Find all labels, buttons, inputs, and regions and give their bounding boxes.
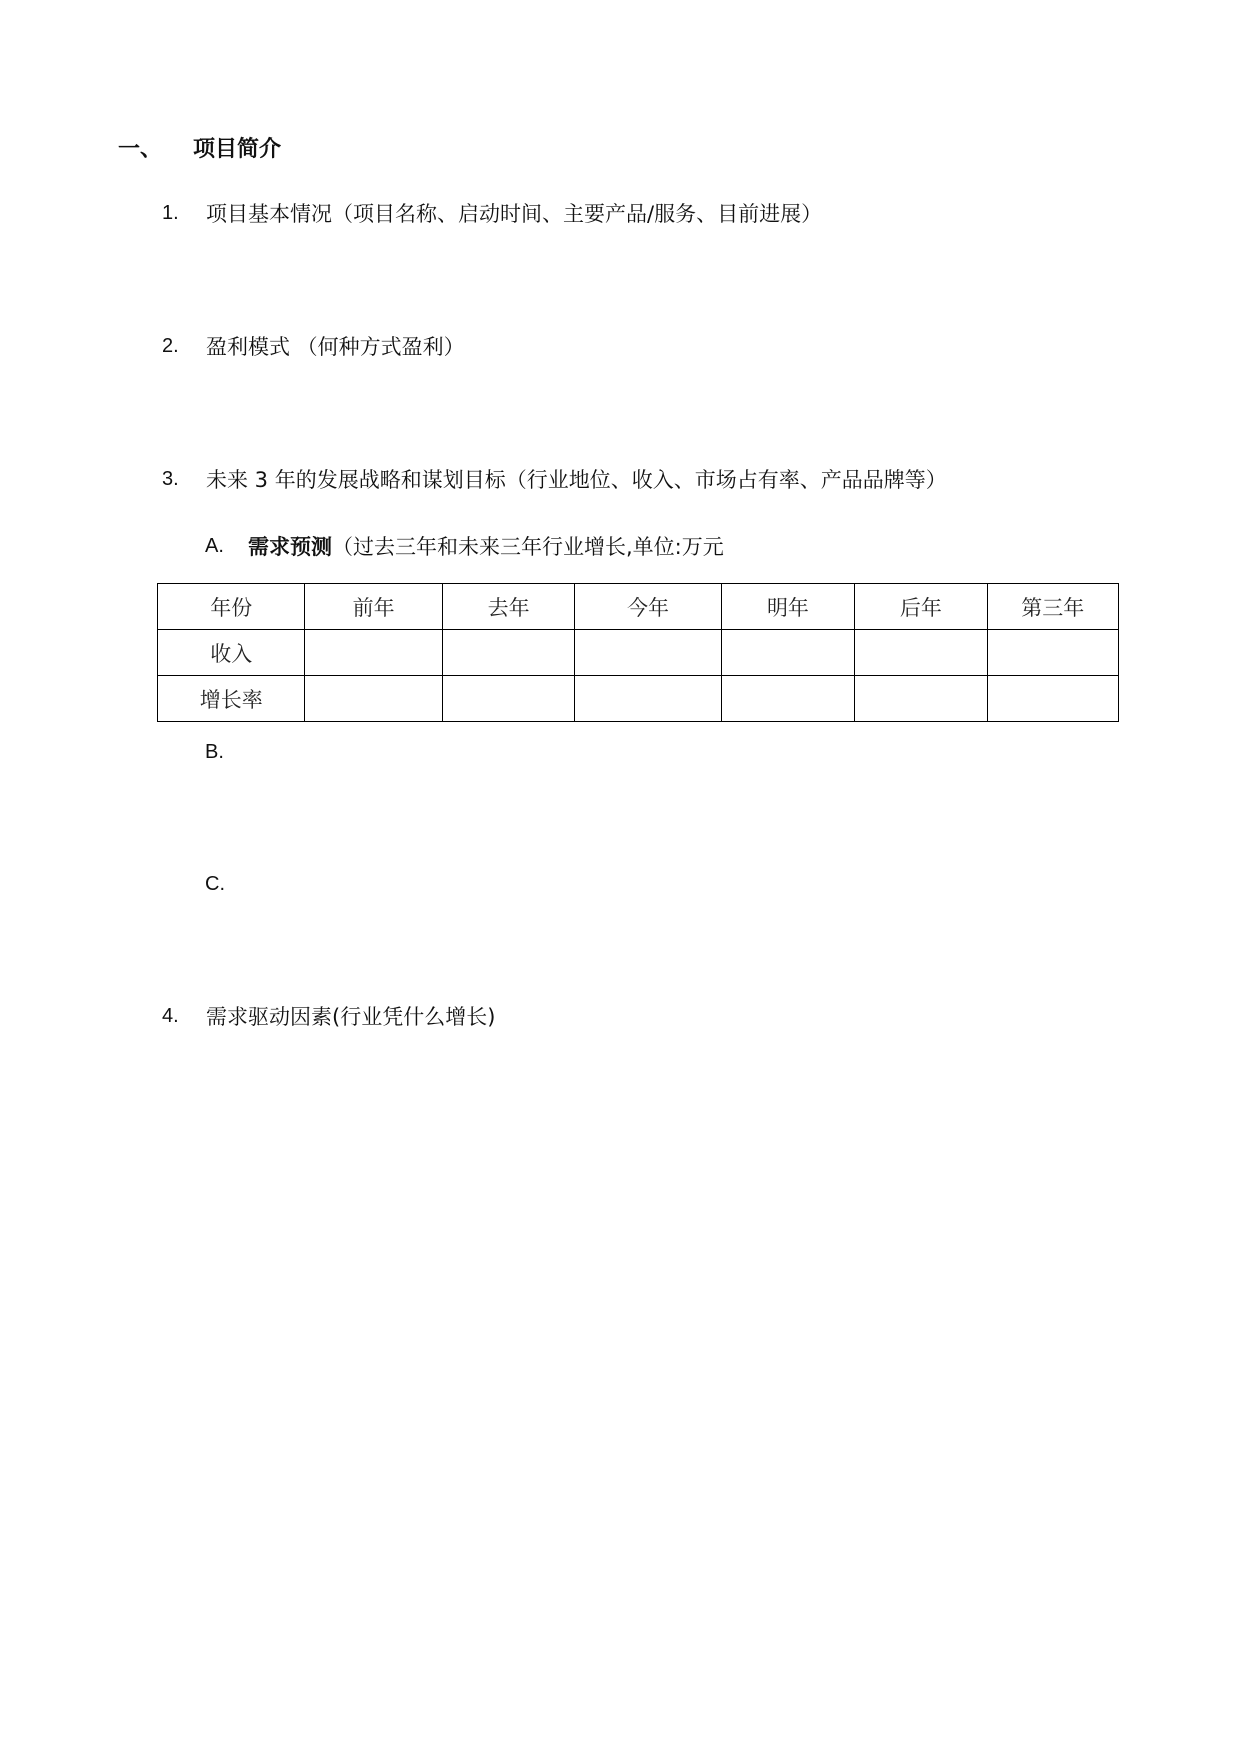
subitem-a-letter: A.: [205, 535, 224, 557]
table-header-row: [158, 584, 1119, 630]
table-cell[interactable]: [305, 630, 442, 676]
section-title: 项目简介: [193, 137, 282, 162]
table-cell[interactable]: [305, 676, 442, 722]
table-cell[interactable]: [575, 630, 721, 676]
header-cell: 前年: [305, 584, 442, 630]
item-3-text: 未来 3 年的发展战略和谋划目标（行业地位、收入、市场占有率、产品品牌等）: [206, 468, 947, 492]
subitem-c-letter: C.: [205, 873, 225, 895]
item-1-text: 项目基本情况（项目名称、启动时间、主要产品/服务、目前进展）: [206, 202, 823, 226]
header-cell-year: 年份: [158, 584, 305, 630]
table-cell[interactable]: [575, 676, 721, 722]
subitem-a-line: [248, 531, 724, 561]
table-row-revenue: [158, 630, 1119, 676]
header-cell: 明年: [721, 584, 854, 630]
table-cell[interactable]: [442, 630, 574, 676]
header-cell: 今年: [575, 584, 721, 630]
item-4-text: 需求驱动因素(行业凭什么增长): [206, 1005, 496, 1029]
table-row-growth: [158, 676, 1119, 722]
subitem-a-text: （过去三年和未来三年行业增长,单位:万元: [332, 535, 724, 559]
item-2-number: 2.: [162, 335, 179, 357]
table-cell[interactable]: [855, 630, 987, 676]
header-cell: 去年: [442, 584, 574, 630]
item-3-number: 3.: [162, 468, 179, 490]
table-cell[interactable]: [721, 676, 854, 722]
table-cell[interactable]: [855, 676, 987, 722]
item-4-number: 4.: [162, 1005, 179, 1027]
header-cell: 第三年: [987, 584, 1118, 630]
section-number: 一、: [118, 137, 163, 162]
subitem-b-letter: B.: [205, 741, 224, 763]
item-1-number: 1.: [162, 202, 179, 224]
row-label-revenue: 收入: [158, 630, 305, 676]
table-cell[interactable]: [442, 676, 574, 722]
forecast-table: [157, 583, 1119, 722]
header-cell: 后年: [855, 584, 987, 630]
row-label-growth: 增长率: [158, 676, 305, 722]
table-cell[interactable]: [987, 676, 1118, 722]
table-cell[interactable]: [987, 630, 1118, 676]
subitem-a-bold-text: 需求预测: [248, 535, 332, 559]
item-2-text: 盈利模式 （何种方式盈利）: [206, 335, 465, 359]
table-cell[interactable]: [721, 630, 854, 676]
